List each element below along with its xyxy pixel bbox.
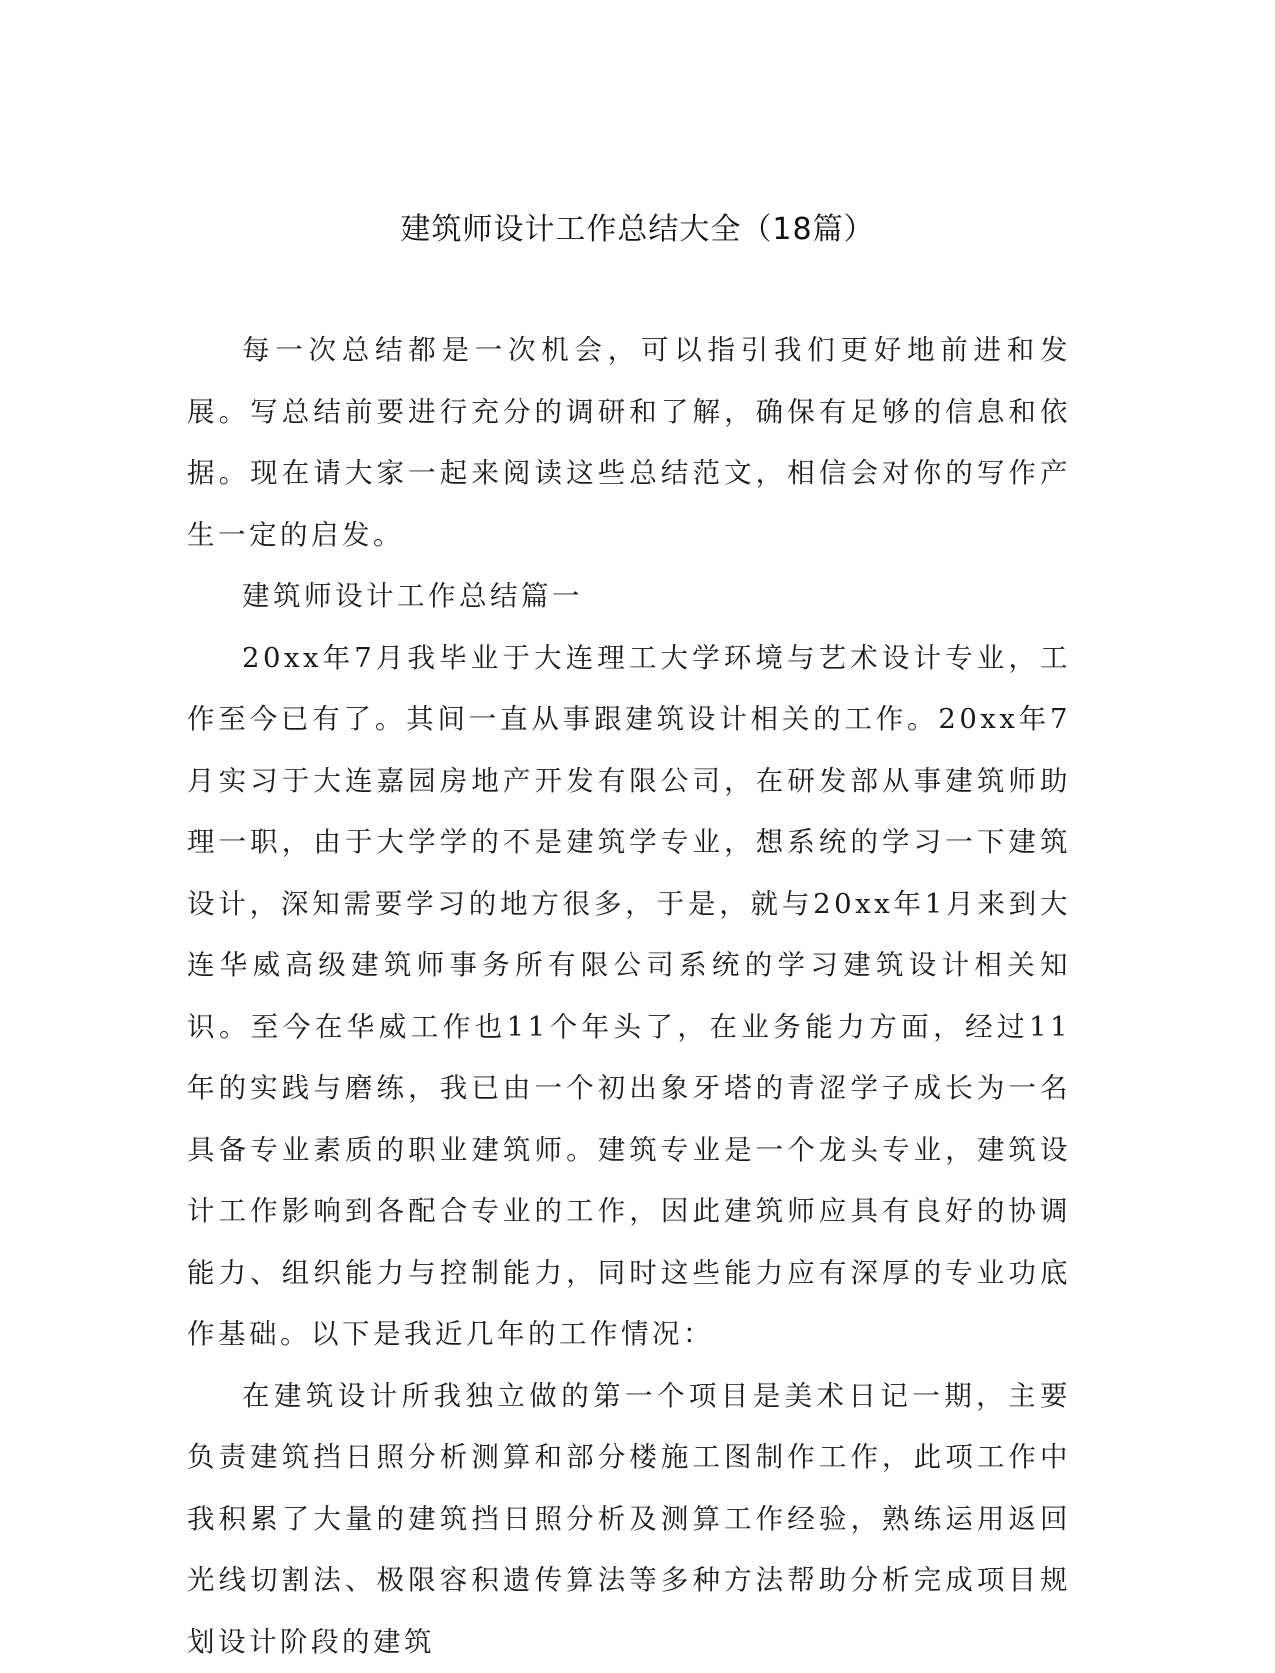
body-paragraph: 在建筑设计所我独立做的第一个项目是美术日记一期，主要负责建筑挡日照分析测算和部分楼施工图制作工作，此项工作中我积累了大量的建筑挡日照分析及测算工作经验，熟练运用返回光线切割法、极限容积遗传算法等多种方法帮助分析完成项目规划设计阶段的建筑 xyxy=(187,1366,1071,1673)
section-heading: 建筑师设计工作总结篇一 xyxy=(187,566,1071,628)
intro-paragraph: 每一次总结都是一次机会，可以指引我们更好地前进和发展。写总结前要进行充分的调研和了解，确保有足够的信息和依据。现在请大家一起来阅读这些总结范文，相信会对你的写作产生一定的启发。 xyxy=(187,320,1071,566)
document-title: 建筑师设计工作总结大全（18篇） xyxy=(0,210,1275,250)
body-paragraph: 20xx年7月我毕业于大连理工大学环境与艺术设计专业，工作至今已有了。其间一直从事跟建筑设计相关的工作。20xx年7月实习于大连嘉园房地产开发有限公司，在研发部从事建筑师助理一职，由于大学学的不是建筑学专业，想系统的学习一下建筑设计，深知需要学习的地方很多，于是，就与20xx年1月来到大连华威高级建筑师事务所有限公司系统的学习建筑设计相关知识。至今在华威工作也11个年头了，在业务能力方面，经过11年的实践与磨练，我已由一个初出象牙塔的青涩学子成长为一名具备专业素质的职业建筑师。建筑专业是一个龙头专业，建筑设计工作影响到各配合专业的工作，因此建筑师应具有良好的协调能力、组织能力与控制能力，同时这些能力应有深厚的专业功底作基础。以下是我近几年的工作情况： xyxy=(187,628,1071,1366)
document-body xyxy=(187,320,1071,1673)
